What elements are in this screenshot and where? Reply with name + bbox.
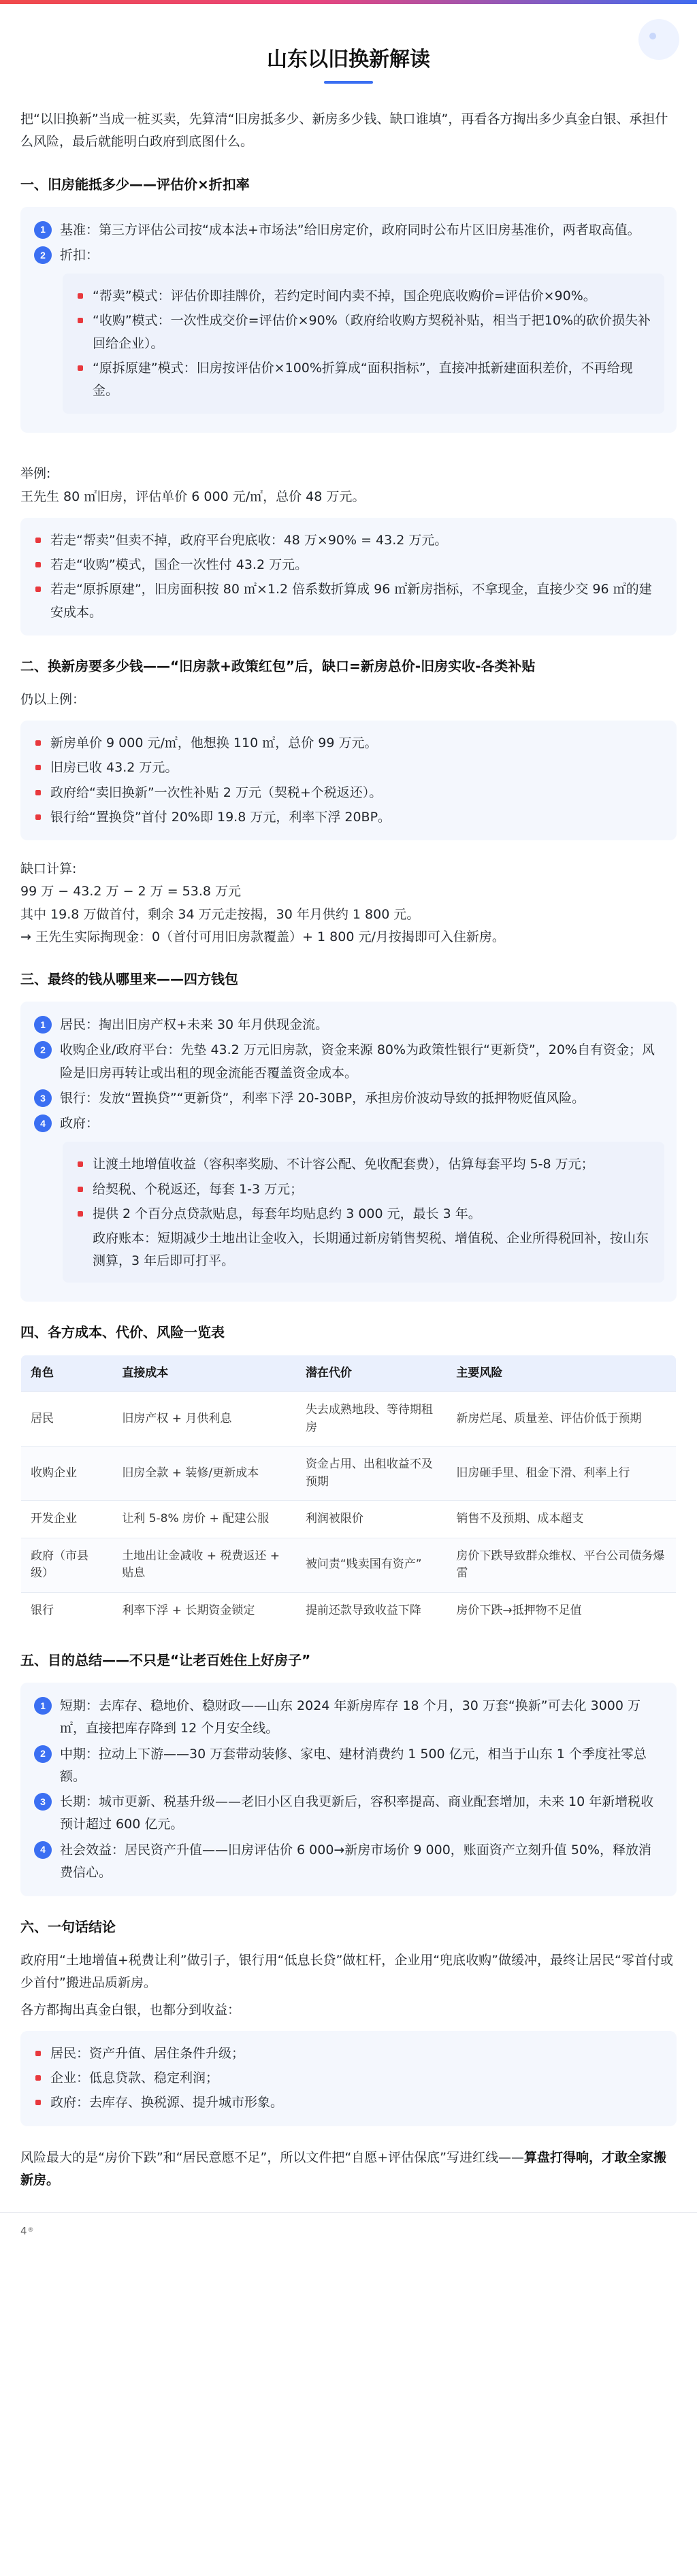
number-badge-icon: 3 xyxy=(34,1793,52,1811)
section-2-heading: 二、换新房要多少钱——“旧房款+政策红包”后，缺口=新房总价-旧房实收-各类补贴 xyxy=(20,657,536,674)
example-label: 举例: xyxy=(20,466,51,482)
table-row xyxy=(21,1447,677,1501)
conclusion-bullets xyxy=(20,2031,677,2126)
table-row xyxy=(21,1592,677,1630)
article xyxy=(0,46,697,2192)
bullet-icon xyxy=(35,538,41,543)
list-item xyxy=(74,310,653,355)
intro-paragraph: 把“以旧换新”当成一桩买卖，先算清“旧房抵多少、新房多少钱、缺口谁填”，再看各方掏出多少真金白银、承担什么风险，最后就能明白政府到底图什么。 xyxy=(20,112,668,150)
final-statement xyxy=(20,2147,677,2192)
table-cell: 新房烂尾、质量差、评估价低于预期 xyxy=(447,1392,676,1447)
number-badge-icon: 2 xyxy=(34,246,52,264)
footer-sup: ® xyxy=(27,2227,34,2234)
bullet-icon xyxy=(35,765,41,770)
bullet-icon xyxy=(35,790,41,795)
conclusion-paragraph: 政府用“土地增值+税费让利”做引子，银行用“低息长贷”做杠杆，企业用“兜底收购”做缓冲，最终让居民“零首付或少首付”搬进品质新房。 xyxy=(20,1953,673,1991)
list-item-text: 给契税、个税返还，每套 1-3 万元； xyxy=(93,1181,304,1197)
list-item xyxy=(34,1839,664,1885)
column-header: 角色 xyxy=(21,1355,113,1392)
table-cell: 失去成熟地段、等待期租房 xyxy=(296,1392,447,1447)
table-cell: 资金占用、出租收益不及预期 xyxy=(296,1447,447,1501)
number-badge-icon: 1 xyxy=(34,1697,52,1715)
number-badge-icon: 1 xyxy=(34,221,52,239)
list-item-text: 中期：拉动上下游——30 万套带动装修、家电、建材消费约 1 500 亿元，相当于山东 1 个季度社零总额。 xyxy=(60,1746,647,1784)
list-item xyxy=(34,1743,664,1789)
list-item-text: 政府： xyxy=(60,1116,99,1131)
example-text: 王先生 80 ㎡旧房，评估单价 6 000 元/㎡，总价 48 万元。 xyxy=(20,489,366,504)
list-item xyxy=(34,219,664,242)
list-item-text: 收购企业/政府平台：先垫 43.2 万元旧房款，资金来源 80%为政策性银行“更新贷”，20%自有资金；风险是旧房再转让或出租的现金流能否覆盖资金成本。 xyxy=(60,1042,655,1080)
table-cell: 房价下跌导致群众维权、平台公司债务爆雷 xyxy=(447,1538,676,1592)
table-cell: 居民 xyxy=(21,1392,113,1447)
final-text: 风险最大的是“房价下跌”和“居民意愿不足”，所以文件把“自愿+评估保底”写进红线—— xyxy=(20,2149,524,2165)
footer xyxy=(0,2212,697,2253)
list-item xyxy=(34,1112,664,1135)
table-cell: 利率下浮 + 长期资金锁定 xyxy=(112,1592,296,1630)
column-header: 直接成本 xyxy=(112,1355,296,1392)
table-row xyxy=(21,1501,677,1538)
list-item xyxy=(34,1039,664,1085)
bullet-icon xyxy=(35,814,41,820)
list-item xyxy=(34,1695,664,1740)
table-cell: 旧房全款 + 装修/更新成本 xyxy=(112,1447,296,1501)
list-item-text: 新房单价 9 000 元/㎡，他想换 110 ㎡，总价 99 万元。 xyxy=(50,736,378,750)
list-item xyxy=(31,554,664,576)
number-badge-icon: 2 xyxy=(34,1745,52,1763)
bullet-icon xyxy=(78,1161,83,1167)
list-item-text: “收购”模式：一次性成交价=评估价×90%（政府给收购方契税补贴，相当于把10%的砍价损失补回给企业）。 xyxy=(93,313,651,351)
section-5-card xyxy=(20,1683,677,1896)
cost-risk-table xyxy=(20,1355,677,1630)
bullet-icon xyxy=(78,293,83,299)
list-item xyxy=(31,757,664,779)
calc-line: 99 万 − 43.2 万 − 2 万 = 53.8 万元 xyxy=(20,884,242,899)
table-cell: 土地出让金减收 + 税费返还 + 贴息 xyxy=(112,1538,296,1592)
bullet-icon xyxy=(35,2075,41,2081)
number-badge-icon: 1 xyxy=(34,1016,52,1034)
bullet-icon xyxy=(78,1187,83,1192)
list-item-text: “帮卖”模式：评估价即挂牌价，若约定时间内卖不掉，国企兜底收购价=评估价×90%。 xyxy=(93,288,596,303)
section-4-heading: 四、各方成本、代价、风险一览表 xyxy=(20,1323,225,1340)
table-cell: 让利 5-8% 房价 + 配建公服 xyxy=(112,1501,296,1538)
table-cell: 房价下跌→抵押物不足值 xyxy=(447,1592,676,1630)
list-item-text: 基准：第三方评估公司按“成本法+市场法”给旧房定价，政府同时公布片区旧房基准价，两者取高值。 xyxy=(60,222,641,237)
top-gradient-bar xyxy=(0,0,697,4)
bullet-icon xyxy=(35,740,41,746)
government-costs xyxy=(63,1142,664,1282)
corner-decoration-icon xyxy=(638,19,679,60)
list-item-text: 居民：掏出旧房产权+未来 30 年月供现金流。 xyxy=(60,1017,329,1032)
discount-modes xyxy=(63,274,664,414)
list-item-text: 旧房已收 43.2 万元。 xyxy=(50,760,178,776)
bullet-icon xyxy=(35,2100,41,2105)
list-item xyxy=(31,578,664,624)
list-item xyxy=(31,2067,664,2090)
table-header-row xyxy=(21,1355,677,1392)
section-1-heading: 一、旧房能抵多少——评估价×折扣率 xyxy=(20,176,250,193)
list-item xyxy=(34,1087,664,1110)
list-item-text: 若走“帮卖”但卖不掉，政府平台兜底收：48 万×90% = 43.2 万元。 xyxy=(50,532,448,548)
list-item xyxy=(74,285,653,308)
list-item xyxy=(74,1203,653,1225)
table-cell: 销售不及预期、成本超支 xyxy=(447,1501,676,1538)
list-item-text: 银行给“置换贷”首付 20%即 19.8 万元，利率下浮 20BP。 xyxy=(50,809,391,825)
number-badge-icon: 4 xyxy=(34,1114,52,1132)
list-item-text: 折扣： xyxy=(60,247,99,263)
page-title: 山东以旧换新解读 xyxy=(267,48,430,71)
list-item-text: 政府：去库存、换税源、提升城市形象。 xyxy=(50,2095,284,2111)
example-bullets xyxy=(20,518,677,635)
table-cell: 旧房砸手里、租金下滑、利率上行 xyxy=(447,1447,676,1501)
column-header: 主要风险 xyxy=(447,1355,676,1392)
table-cell: 被问责“贱卖国有资产” xyxy=(296,1538,447,1592)
number-badge-icon: 2 xyxy=(34,1041,52,1059)
list-item-text: 长期：城市更新、税基升级——老旧小区自我更新后，容积率提高、商业配套增加，未来 10 年新增税收预计超过 600 亿元。 xyxy=(60,1794,654,1832)
table-row xyxy=(21,1538,677,1592)
list-item-text: 社会效益：居民资产升值——旧房评估价 6 000→新房市场价 9 000，账面资产立刻升值 50%，释放消费信心。 xyxy=(60,1842,652,1880)
list-item xyxy=(31,806,664,829)
footer-mark: 4 xyxy=(20,2225,27,2237)
section-3-card xyxy=(20,1002,677,1302)
list-item xyxy=(74,1178,653,1201)
table-cell: 收购企业 xyxy=(21,1447,113,1501)
calc-line: 其中 19.8 万做首付，剩余 34 万元走按揭，30 年月供约 1 800 元。 xyxy=(20,906,420,922)
list-item xyxy=(34,244,664,267)
conclusion-paragraph: 各方都掏出真金白银，也都分到收益： xyxy=(20,2002,241,2017)
list-item-text: “原拆原建”模式：旧房按评估价×100%折算成“面积指标”，直接冲抵新建面积差价，不再给现金。 xyxy=(93,360,633,398)
list-item-text: 让渡土地增值收益（容积率奖励、不计容公配、免收配套费），估算每套平均 5-8 万元； xyxy=(93,1157,594,1172)
calc-line: → 王先生实际掏现金：0（首付可用旧房款覆盖）+ 1 800 元/月按揭即可入住新房。 xyxy=(20,929,505,944)
list-item-text: 政府给“卖旧换新”一次性补贴 2 万元（契税+个税返还）。 xyxy=(50,785,383,800)
column-header: 潜在代价 xyxy=(296,1355,447,1392)
list-item-text: 居民：资产升值、居住条件升级； xyxy=(50,2045,245,2061)
number-badge-icon: 3 xyxy=(34,1089,52,1107)
list-item-text: 短期：去库存、稳地价、稳财政——山东 2024 年新房库存 18 个月，30 万套“换新”可去化 3000 万㎡，直接把库存降到 12 个月安全线。 xyxy=(60,1698,641,1736)
list-item xyxy=(31,2092,664,2114)
table-cell: 银行 xyxy=(21,1592,113,1630)
list-item xyxy=(31,2043,664,2065)
bullet-icon xyxy=(78,318,83,323)
list-item xyxy=(31,732,664,755)
number-badge-icon: 4 xyxy=(34,1841,52,1859)
bullet-icon xyxy=(78,1211,83,1217)
table-cell: 提前还款导致收益下降 xyxy=(296,1592,447,1630)
list-item xyxy=(31,782,664,804)
section-2-lead: 仍以上例： xyxy=(20,691,86,707)
section-6-heading: 六、一句话结论 xyxy=(20,1919,116,1935)
list-item xyxy=(34,1791,664,1836)
section-1-card xyxy=(20,207,677,433)
bullet-icon xyxy=(35,587,41,592)
table-cell: 旧房产权 + 月供利息 xyxy=(112,1392,296,1447)
list-item-text: 若走“原拆原建”，旧房面积按 80 ㎡×1.2 倍系数折算成 96 ㎡新房指标，不拿现金，直接少交 96 ㎡的建安成本。 xyxy=(50,582,652,620)
section-5-heading: 五、目的总结——不只是“让老百姓住上好房子” xyxy=(20,1652,311,1668)
bullet-icon xyxy=(78,365,83,371)
list-item-text: 银行：发放“置换贷”“更新贷”，利率下浮 20-30BP，承担房价波动导致的抵押物贬值风险。 xyxy=(60,1090,585,1106)
section-2-bullets xyxy=(20,721,677,840)
bullet-icon xyxy=(35,2051,41,2056)
list-item xyxy=(74,357,653,403)
list-item xyxy=(31,529,664,552)
list-item-text: 若走“收购”模式，国企一次性付 43.2 万元。 xyxy=(50,557,308,572)
list-item xyxy=(34,1014,664,1036)
calc-label: 缺口计算: xyxy=(20,861,77,876)
bullet-icon xyxy=(35,562,41,567)
gap-calculation xyxy=(20,858,677,948)
section-3-heading: 三、最终的钱从哪里来——四方钱包 xyxy=(20,971,238,987)
title-underline xyxy=(324,81,373,84)
list-item-text: 提供 2 个百分点贷款贴息，每套年均贴息约 3 000 元，最长 3 年。 xyxy=(93,1206,481,1221)
table-cell: 利润被限价 xyxy=(296,1501,447,1538)
government-ledger-note: 政府账本：短期减少土地出让金收入，长期通过新房销售契税、增值税、企业所得税回补，按山东测算，3 年后即可打平。 xyxy=(93,1231,649,1269)
list-item-text: 企业：低息贷款、稳定利润； xyxy=(50,2070,219,2085)
list-item xyxy=(74,1153,653,1176)
table-cell: 政府（市县级） xyxy=(21,1538,113,1592)
final-bold-text: 算盘打得响，才敢全家搬新房。 xyxy=(20,2149,666,2187)
table-row xyxy=(21,1392,677,1447)
table-cell: 开发企业 xyxy=(21,1501,113,1538)
